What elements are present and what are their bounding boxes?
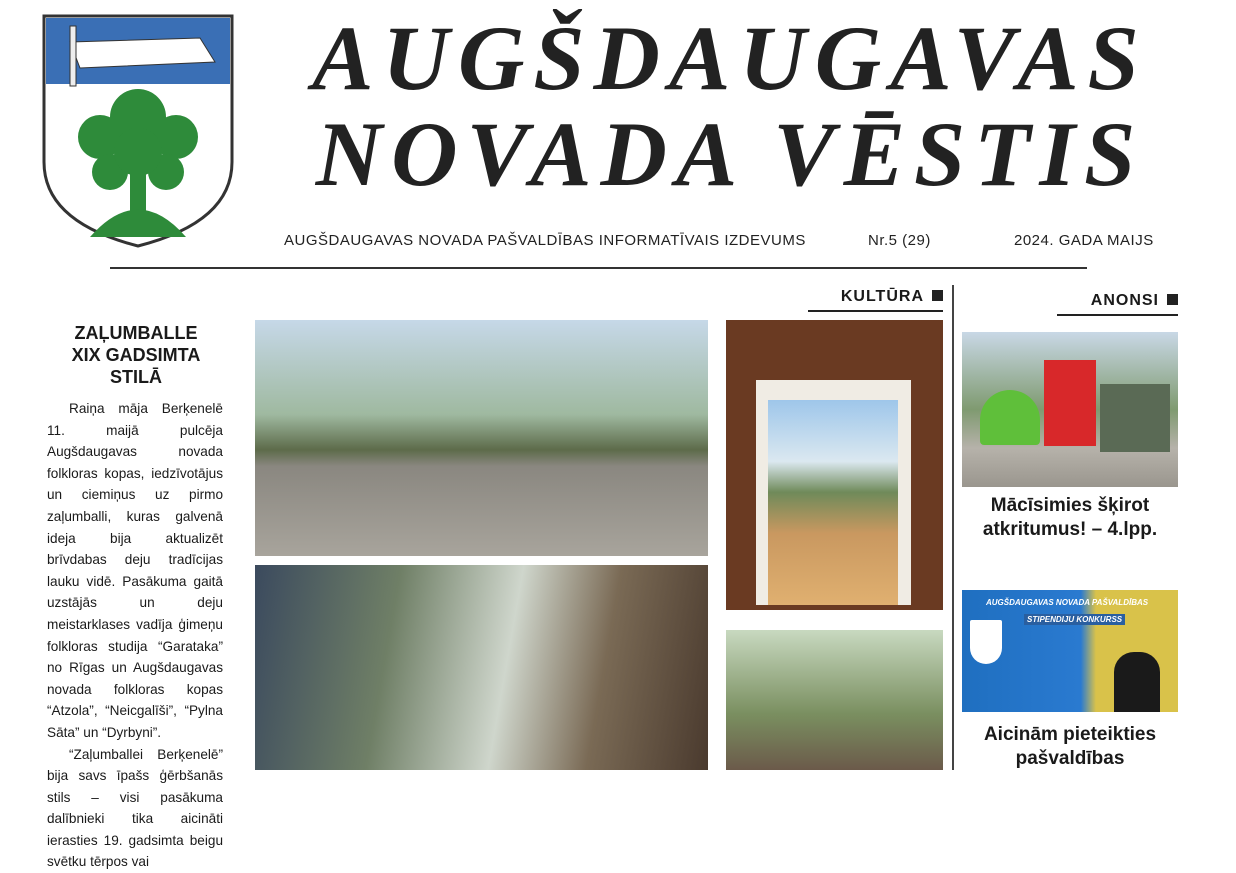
photo-villagers: [726, 630, 943, 770]
poster-subtitle: STIPENDIJU KONKURSS: [1024, 614, 1125, 625]
section-announcements: [1057, 292, 1178, 316]
photo-scholarship-poster: [962, 590, 1178, 712]
article-body: [47, 398, 223, 873]
article-paragraph: “Zaļumballei Berķenelē” bija savs īpašs ģērbšanās stils – visi pasākuma dalībnieki tika aicināti ierasties 19. gadsimta beigu svētku tērpos vai: [47, 744, 223, 873]
article-title: [40, 322, 232, 388]
section-label: KULTŪRA: [841, 288, 924, 305]
section-label: ANONSI: [1091, 292, 1159, 309]
announcement-caption[interactable]: Mācīsimies šķirot atkritumus! – 4.lpp.: [962, 494, 1178, 542]
column-divider: [952, 285, 954, 770]
photo-doorway: [726, 320, 943, 610]
photo-recycling-bins: [962, 332, 1178, 487]
title-line: STILĀ: [40, 366, 232, 388]
masthead-subtitle: AUGŠDAUGAVAS NOVADA PAŠVALDĪBAS INFORMATĪVAIS IZDEVUMS: [284, 232, 806, 249]
announcement-caption[interactable]: Aicinām pieteikties pašvaldības: [962, 723, 1178, 771]
masthead-line-2: NOVADA VĒSTIS: [270, 108, 1190, 200]
title-line: ZAĻUMBALLE: [40, 322, 232, 344]
photo-musicians: [255, 565, 708, 770]
coat-of-arms-logo: [40, 12, 236, 250]
issue-number: Nr.5 (29): [868, 232, 931, 249]
header-divider: [110, 267, 1087, 269]
issue-date: 2024. GADA MAIJS: [1014, 232, 1154, 249]
article-paragraph: Raiņa māja Berķenelē 11. maijā pulcēja Augšdaugavas novada folkloras kopas, iedzīvotājus un ciemiņus uz pirmo zaļumballi, kuras galvenā ideja bija aktualizēt brīvdabas deju tradīcijas lauku vidē. Pasākuma gaitā uzstājās un deju meistarklases vadīja ģimeņu folkloras studija “Garataka” no Rīgas un Augšdaugavas novada folkloras kopas “Atzola”, “Neicgalīši”, “Pylna Sāta” un “Dyrbyni”.: [47, 398, 223, 744]
photo-folk-dance: [255, 320, 708, 556]
section-culture: [808, 288, 943, 312]
poster-title: AUGŠDAUGAVAS NOVADA PAŠVALDĪBAS: [986, 598, 1148, 607]
masthead-line-1: AUGŠDAUGAVAS: [270, 12, 1190, 104]
title-line: XIX GADSIMTA: [40, 344, 232, 366]
